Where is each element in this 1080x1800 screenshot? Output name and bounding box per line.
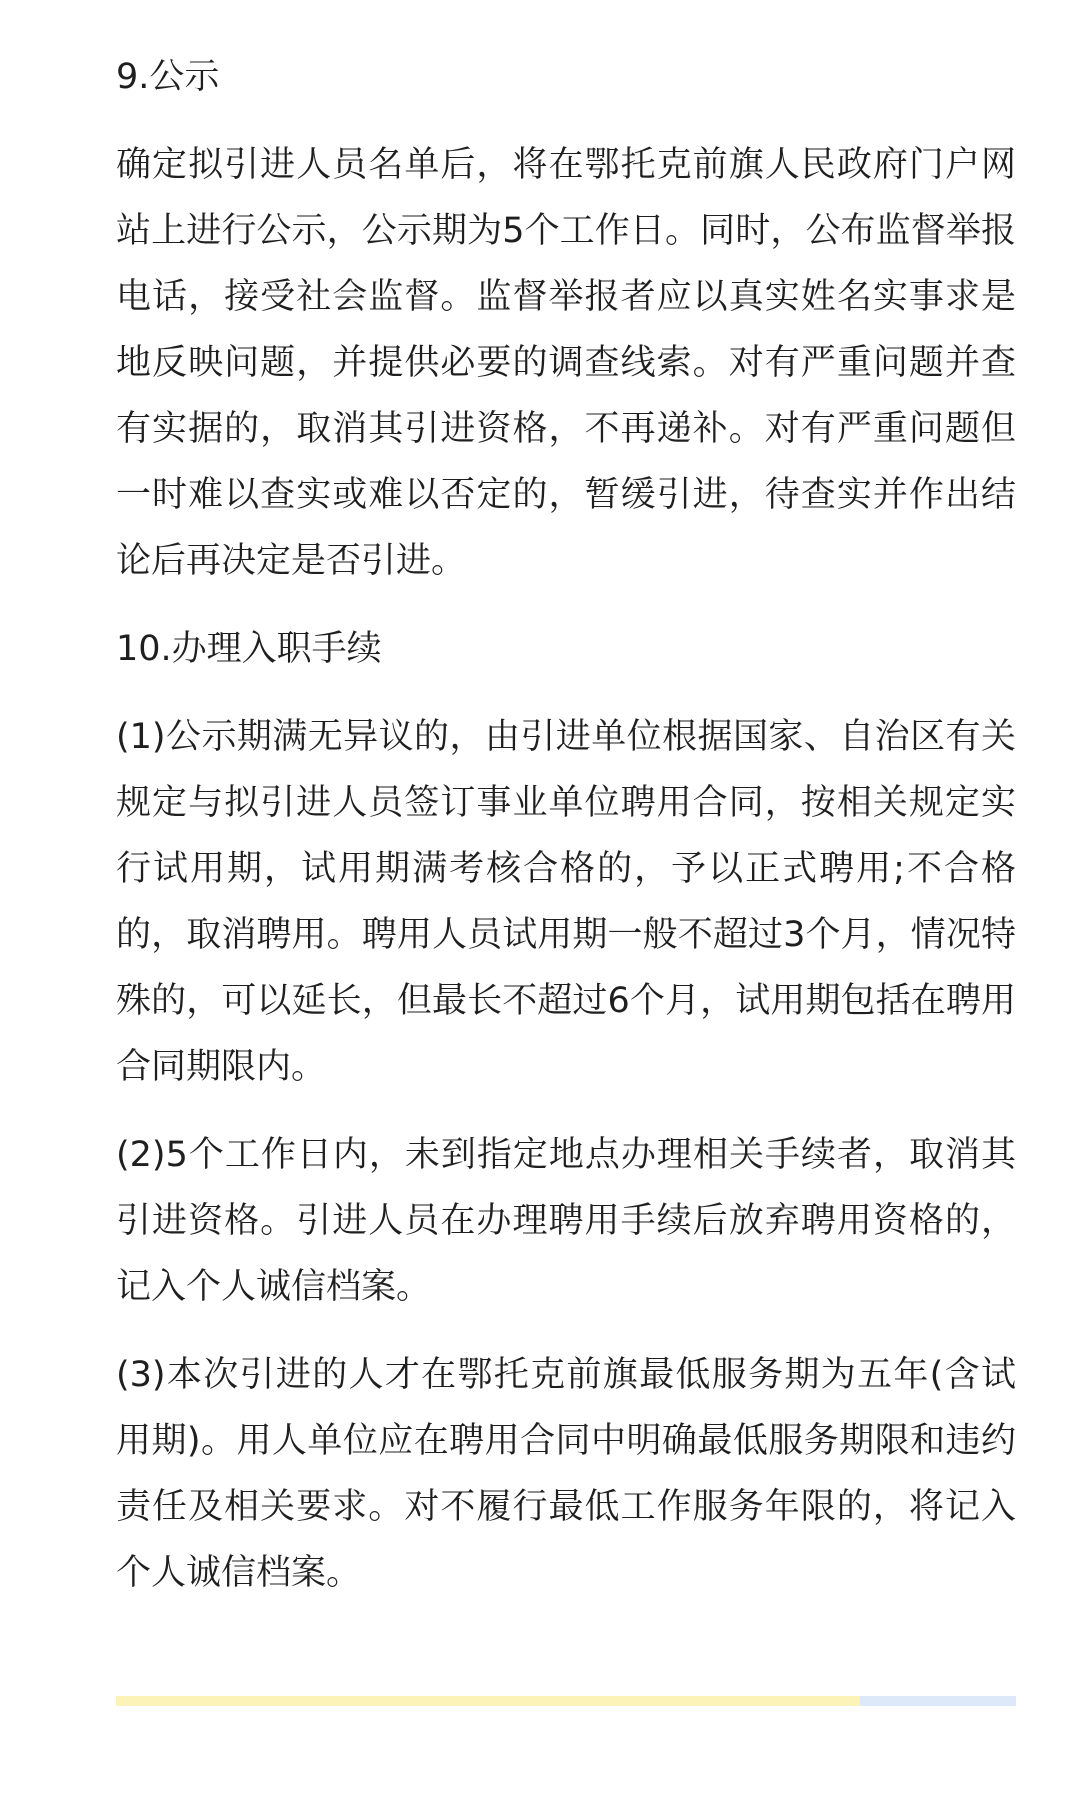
section-10-paragraph-1: (1)公示期满无异议的，由引进单位根据国家、自治区有关规定与拟引进人员签订事业单位聘用合同，按相关规定实行试用期，试用期满考核合格的，予以正式聘用;不合格的，取消聘用。聘用人员试用期一般不超过3个月，情况特殊的，可以延长，但最长不超过6个月，试用期包括在聘用合同期限内。 bbox=[116, 717, 1016, 1087]
section-10-heading: 10.办理入职手续 bbox=[116, 629, 382, 669]
footer-divider-yellow bbox=[116, 1696, 860, 1706]
section-10-paragraph-2: (2)5个工作日内，未到指定地点办理相关手续者，取消其引进资格。引进人员在办理聘用手续后放弃聘用资格的，记入个人诚信档案。 bbox=[116, 1135, 1016, 1307]
footer-divider bbox=[116, 1696, 1016, 1706]
section-9-paragraph: 确定拟引进人员名单后，将在鄂托克前旗人民政府门户网站上进行公示，公示期为5个工作日。同时，公布监督举报电话，接受社会监督。监督举报者应以真实姓名实事求是地反映问题，并提供必要的调查线索。对有严重问题并查有实据的，取消其引进资格，不再递补。对有严重问题但一时难以查实或难以否定的，暂缓引进，待查实并作出结论后再决定是否引进。 bbox=[116, 145, 1016, 581]
footer-divider-blue bbox=[860, 1696, 1016, 1706]
article-body bbox=[116, 44, 1016, 1628]
section-10-paragraph-3: (3)本次引进的人才在鄂托克前旗最低服务期为五年(含试用期)。用人单位应在聘用合同中明确最低服务期限和违约责任及相关要求。对不履行最低工作服务年限的，将记入个人诚信档案。 bbox=[116, 1355, 1016, 1593]
section-9-heading: 9.公示 bbox=[116, 57, 220, 97]
